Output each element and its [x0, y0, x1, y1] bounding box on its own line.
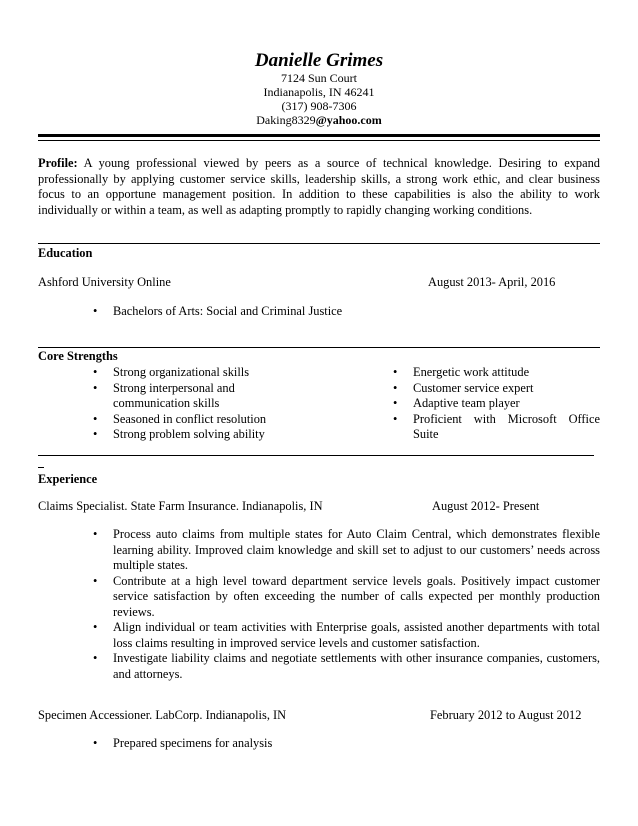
list-item: • Seasoned in conflict resolution [93, 411, 267, 426]
job2-title: Specimen Accessioner. LabCorp. Indianapolis, IN [38, 708, 287, 722]
bullet-icon: • [93, 365, 98, 379]
list-item: • Prepared specimens for analysis [93, 736, 273, 750]
list-item: • Adaptive team player [393, 396, 520, 410]
bullet-icon: • [93, 411, 98, 426]
education-rule [38, 243, 600, 244]
bullet-icon: • [93, 620, 98, 634]
job2-duties [93, 736, 600, 752]
list-item: • Investigate liability claims and negotiate settlements with other insurance companies, customers, and attorneys. [93, 651, 600, 681]
education-heading: Education [38, 246, 93, 260]
experience-rule-stub [38, 467, 44, 468]
bullet-icon: • [393, 396, 398, 410]
strengths-right-list [393, 365, 600, 443]
bullet-icon: • [393, 380, 398, 395]
job1-duties [93, 527, 600, 682]
bullet-icon: • [393, 365, 398, 379]
profile-label: Profile: [38, 156, 78, 170]
address-line: 7124 Sun Court [280, 71, 357, 85]
list-item: • Contribute at a high level toward department service levels goals. Positively impact customer service satisfaction by often exceeding the number of calls expected per monthly production reviews. [93, 573, 600, 619]
email-user: Daking8329 [256, 113, 316, 127]
bullet-icon: • [393, 411, 398, 426]
strengths-left-list [93, 365, 273, 443]
list-item: • Energetic work attitude [393, 365, 530, 379]
bullet-icon: • [93, 527, 98, 541]
bullet-icon: • [93, 427, 98, 441]
list-item: • Process auto claims from multiple states for Auto Claim Central, which demonstrates flexible learning ability. Improved claim knowledge and skill set to adjust to our customers’ needs across multiple states. [93, 527, 600, 572]
job1-title: Claims Specialist. State Farm Insurance. Indianapolis, IN [38, 499, 323, 513]
city-line: Indianapolis, IN 46241 [263, 85, 375, 99]
experience-heading: Experience [38, 472, 98, 486]
job2-dates: February 2012 to August 2012 [430, 708, 582, 722]
bullet-icon: • [93, 380, 98, 395]
resume-name: Danielle Grimes [254, 50, 384, 71]
phone-line: (317) 908-7306 [281, 99, 357, 113]
header-rule-thick [38, 134, 600, 137]
bullet-icon: • [93, 573, 98, 588]
education-dates: August 2013- April, 2016 [428, 275, 556, 289]
list-item: • Customer service expert [393, 380, 534, 395]
profile-text: A young professional viewed by peers as a source of technical knowledge. Desiring to expand professionally by applying customer service skills, leadership skills, a strong work ethic, and clear business focus to an opportune management position. In addition to these capabilities is also the ability to work individually or within a team, as well as adapting promptly to rapidly changing working conditions. [38, 156, 600, 217]
education-school: Ashford University Online [38, 275, 171, 289]
list-item: • Strong problem solving ability [93, 427, 265, 441]
email-line[interactable] [0, 113, 638, 127]
header-rule-thin [38, 140, 600, 141]
job1-dates: August 2012- Present [432, 499, 540, 513]
list-item: • Align individual or team activities with Enterprise goals, assisted another departments with total loss claims resulting in improved service levels and customer satisfaction. [93, 620, 600, 650]
education-list [93, 304, 600, 320]
list-item: • Bachelors of Arts: Social and Criminal Justice [93, 304, 343, 318]
bullet-icon: • [93, 651, 98, 665]
experience-rule [38, 455, 594, 456]
bullet-icon: • [93, 736, 98, 750]
list-item: • Proficient with Microsoft Office Suite [393, 411, 600, 441]
email-domain: @yahoo.com [315, 113, 382, 127]
profile-section [38, 156, 600, 218]
bullet-icon: • [93, 304, 98, 318]
list-item: • Strong interpersonal and communication skills [93, 380, 235, 410]
list-item: • Strong organizational skills [93, 365, 250, 379]
strengths-heading: Core Strengths [38, 349, 118, 363]
strengths-rule [38, 347, 600, 348]
